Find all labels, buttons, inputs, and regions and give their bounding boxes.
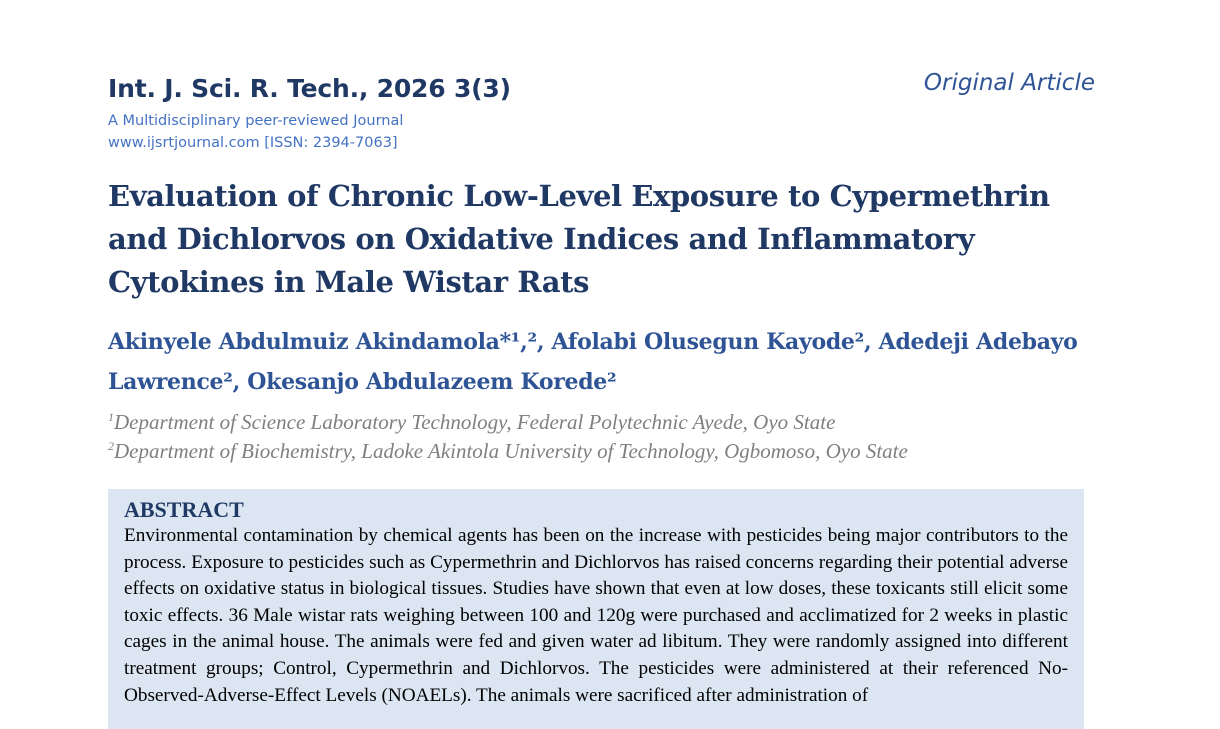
journal-website: www.ijsrtjournal.com [ISSN: 2394-7063] <box>108 135 398 151</box>
affiliation-2-marker: 2 <box>108 439 114 453</box>
paper-title: Evaluation of Chronic Low-Level Exposure to Cypermethrin and Dichlorvos on Oxidative Indices and Inflammatory Cytokines in Male Wistar Rats <box>108 179 1050 299</box>
affiliation-1-text: Department of Science Laboratory Technology, Federal Polytechnic Ayede, Oyo State <box>114 410 836 434</box>
abstract-box <box>108 489 1084 729</box>
affiliation-1 <box>108 410 835 435</box>
journal-description: A Multidisciplinary peer-reviewed Journal <box>108 113 404 129</box>
journal-name: Int. J. Sci. R. Tech., 2026 3(3) <box>108 74 511 103</box>
article-type: Original Article <box>923 70 1095 96</box>
author-list: Akinyele Abdulmuiz Akindamola*¹,², Afolabi Olusegun Kayode², Adedeji Adebayo Lawrence², Okesanjo Abdulazeem Korede² <box>108 329 1078 395</box>
abstract-heading: ABSTRACT <box>124 497 244 522</box>
affiliation-2 <box>108 439 908 464</box>
affiliation-2-text: Department of Biochemistry, Ladoke Akintola University of Technology, Ogbomoso, Oyo State <box>114 439 908 463</box>
abstract-text: Environmental contamination by chemical agents has been on the increase with pesticides being major contributors to the process. Exposure to pesticides such as Cypermethrin and Dichlorvos has raised concerns regarding their potential adverse effects on oxidative status in biological tissues. Studies have shown that even at low doses, these toxicants still elicit some toxic effects. 36 Male wistar rats weighing between 100 and 120g were purchased and acclimatized for 2 weeks in plastic cages in the animal house. The animals were fed and given water ad libitum. They were randomly assigned into different treatment groups; Control, Cypermethrin and Dichlorvos. The pesticides were administered at their referenced No-Observed-Adverse-Effect Levels (NOAELs). The animals were sacrificed after administration of <box>124 525 1068 706</box>
affiliation-1-marker: 1 <box>108 410 114 424</box>
